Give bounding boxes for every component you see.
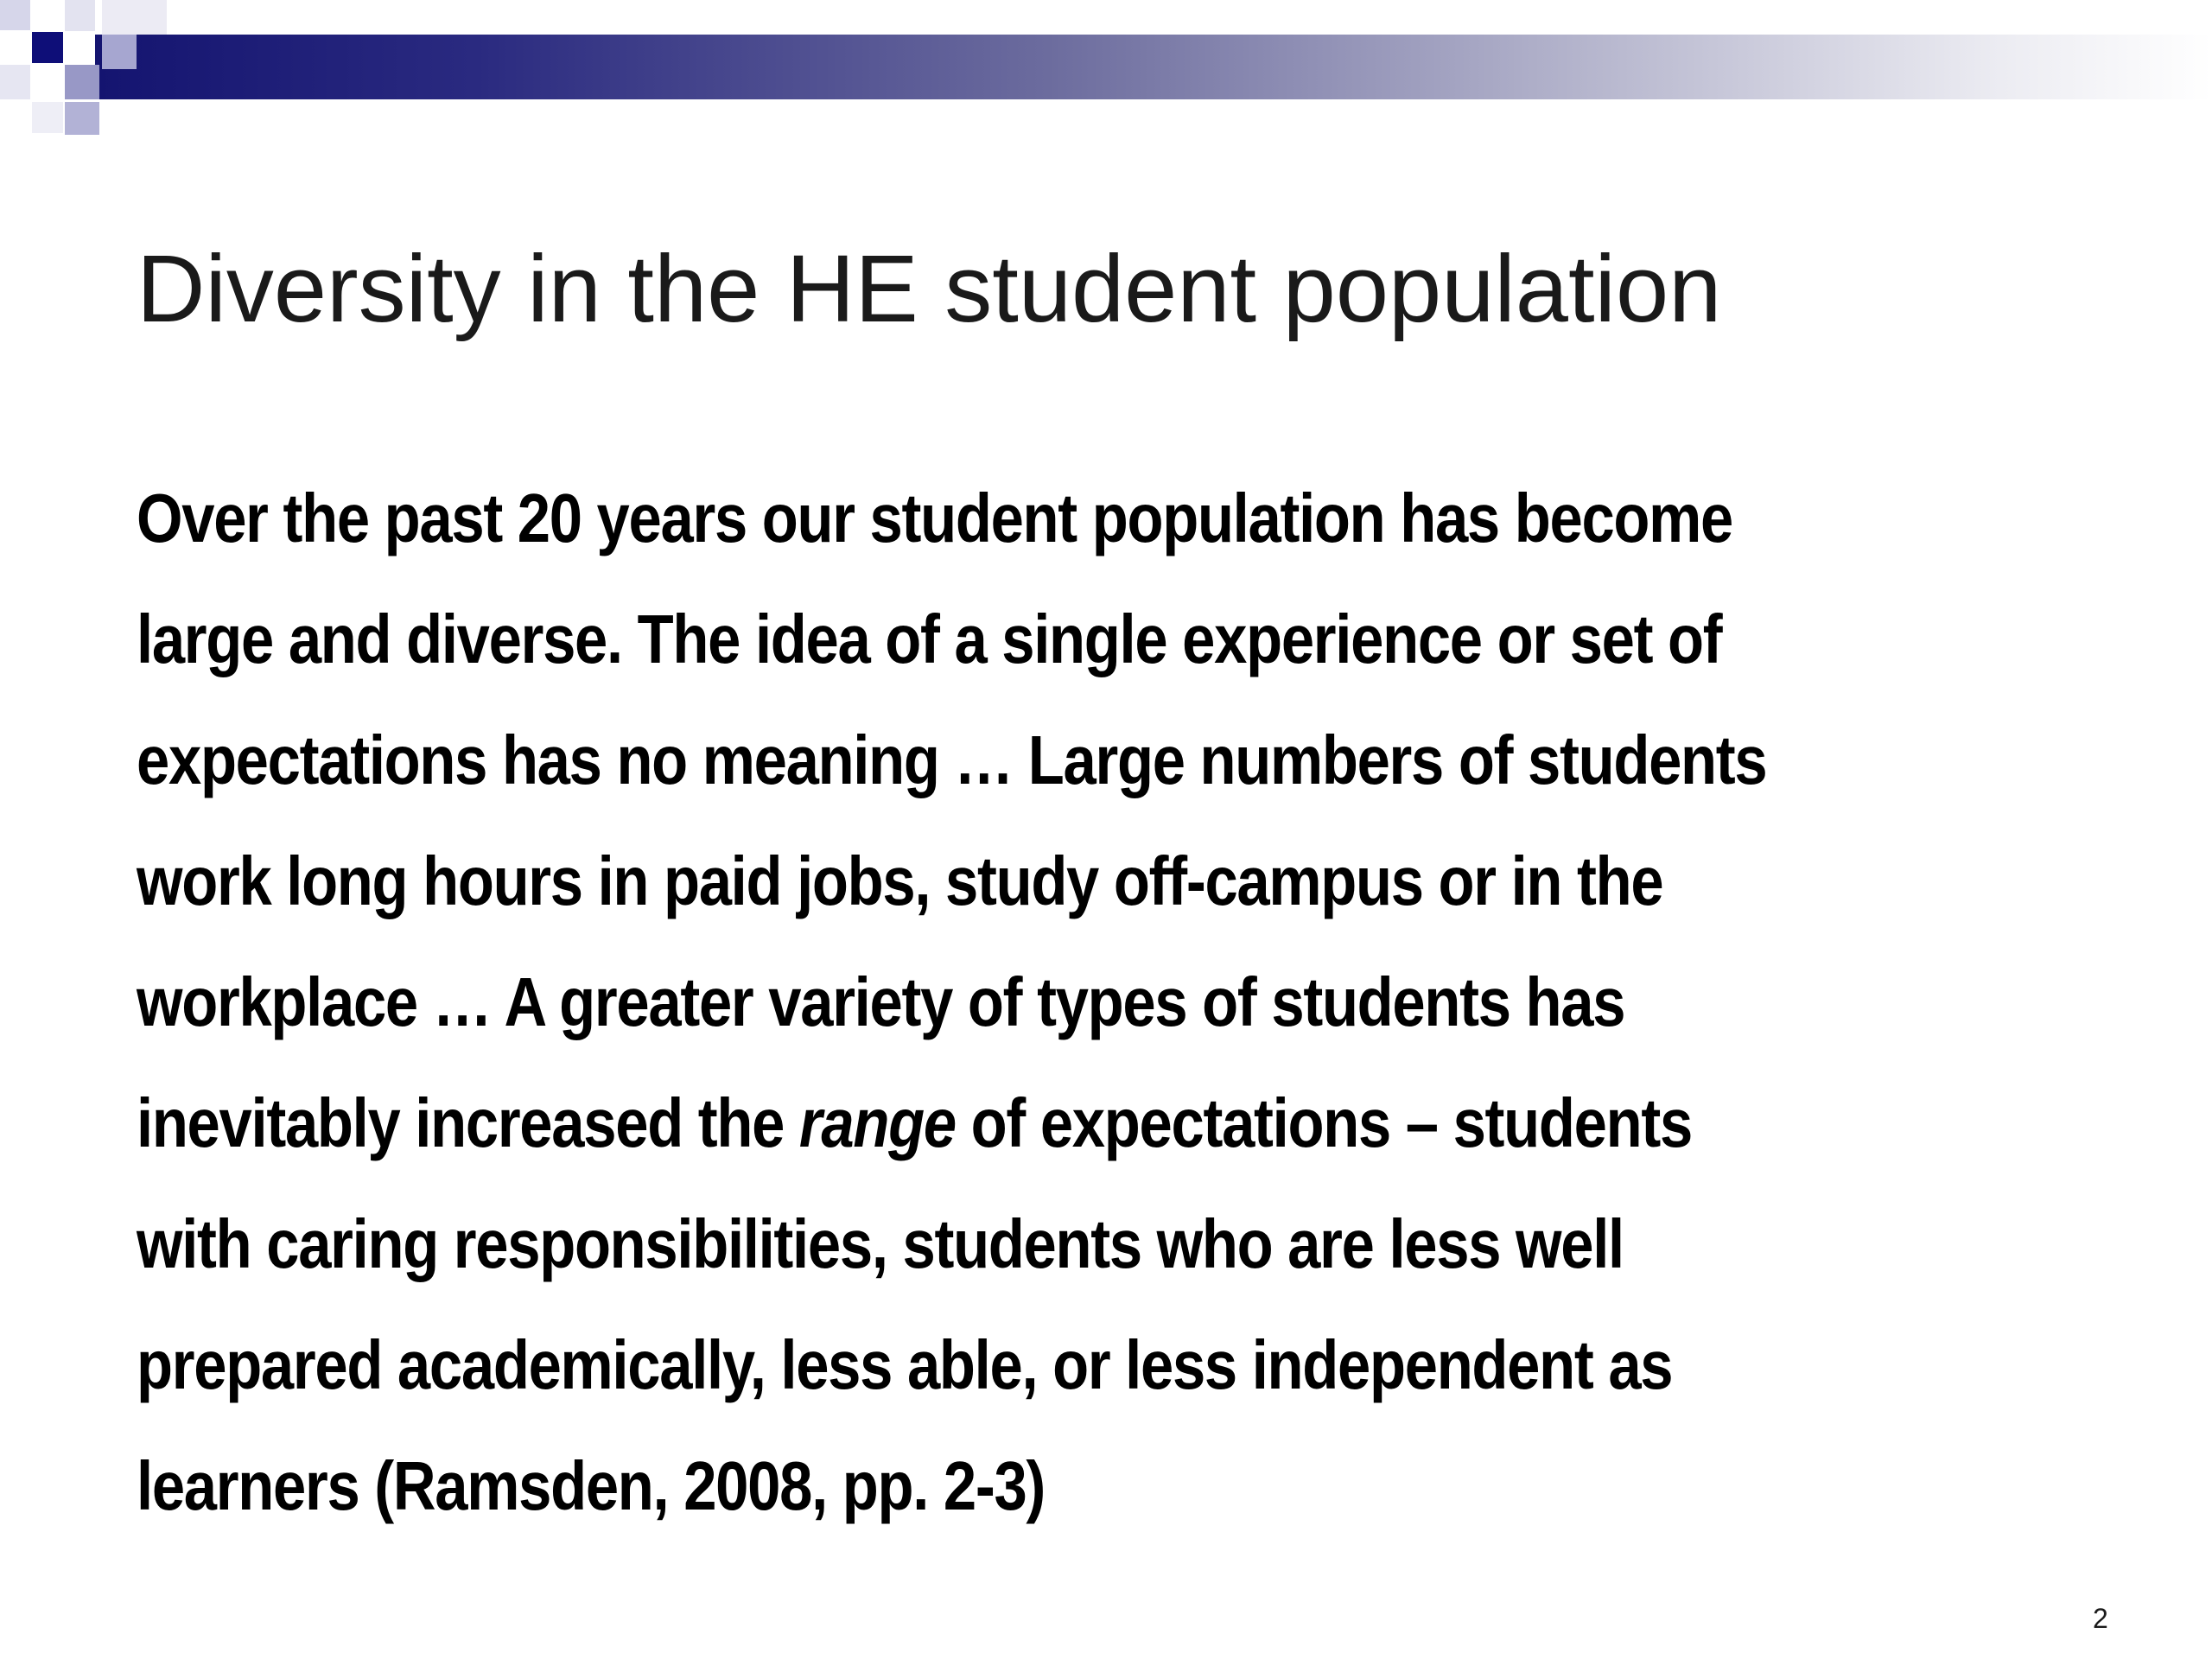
motif-square [102, 35, 137, 69]
quote-text: inevitably increased the [137, 1084, 799, 1161]
motif-square [0, 65, 30, 99]
page-number: 2 [2093, 1603, 2108, 1634]
emphasized-word: range [798, 1084, 956, 1161]
quote-line: large and diverse. The idea of a single experience or set of [137, 601, 1722, 677]
quote-line: with caring responsibilities, students who are less well [137, 1205, 1624, 1282]
quote-line: learners (Ramsden, 2008, pp. 2-3) [137, 1447, 1046, 1524]
quote-line: workplace … A greater variety of types of students has [137, 963, 1625, 1040]
motif-square [65, 65, 99, 99]
quote-line: expectations has no meaning … Large numbers of students [137, 721, 1767, 798]
quote-line: prepared academically, less able, or less independent as [137, 1326, 1673, 1403]
motif-square [32, 32, 63, 63]
quote-line: work long hours in paid jobs, study off-campus or in the [137, 842, 1663, 919]
quote-body [137, 458, 1905, 1547]
motif-square [65, 0, 95, 31]
quote-line: Over the past 20 years our student population has become [137, 480, 1733, 556]
motif-square [32, 102, 63, 133]
motif-square [102, 0, 167, 35]
quote-line [137, 1063, 1905, 1184]
motif-square [0, 0, 30, 30]
slide-title: Diversity in the HE student population [137, 236, 1722, 342]
header-gradient-band [95, 35, 2212, 99]
quote-text: of expectations – students [955, 1084, 1692, 1161]
motif-square [65, 102, 99, 135]
